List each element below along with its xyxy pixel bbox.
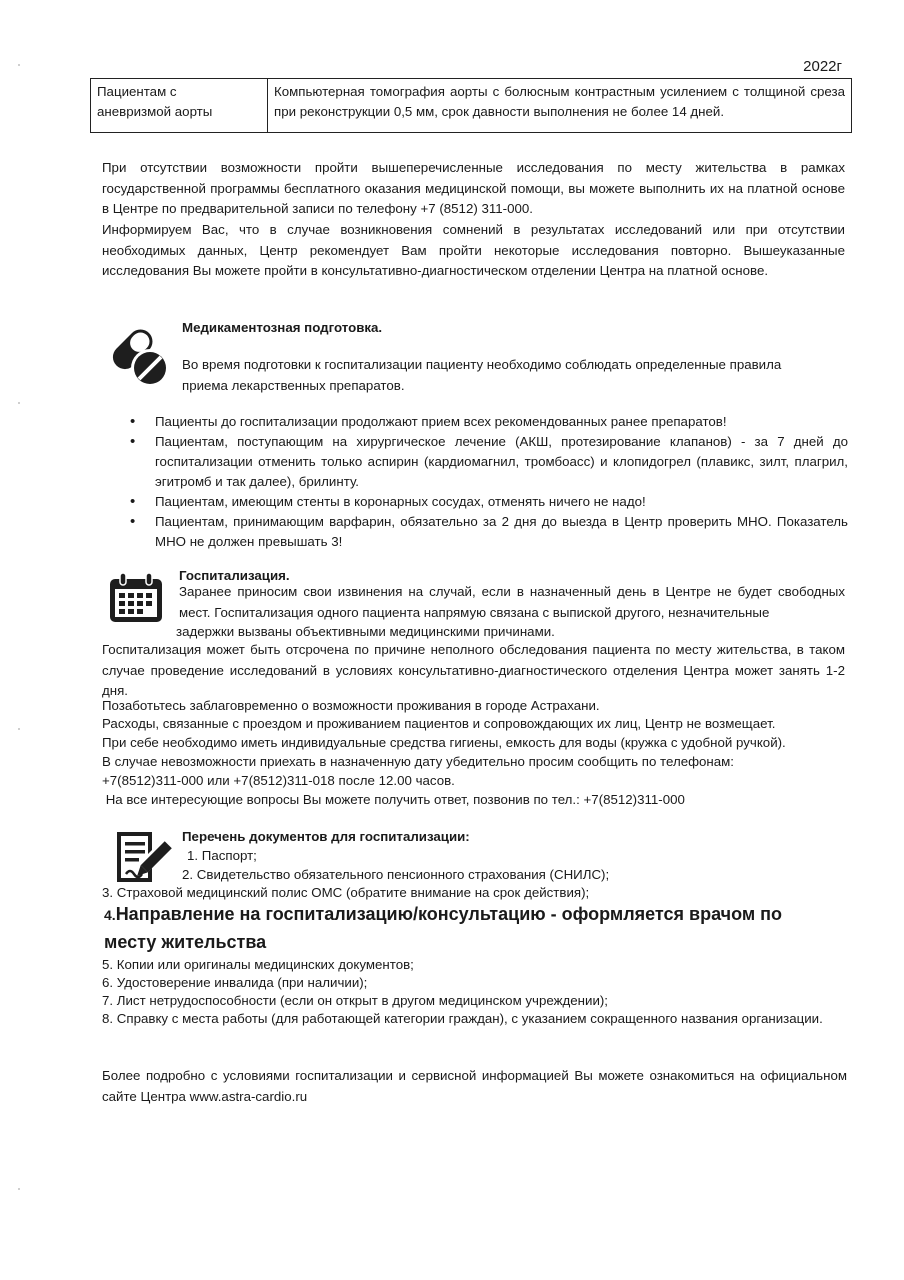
hosp-line: В случае невозможности приехать в назначенную дату убедительно просим сообщить по телефонам: bbox=[102, 754, 735, 769]
patient-group-line: аневризмой аорты bbox=[97, 104, 213, 119]
hosp-line: Расходы, связанные с проездом и проживанием пациентов и сопровождающих их лиц, Центр не возмещает. bbox=[102, 716, 776, 731]
pills-icon bbox=[106, 320, 170, 390]
patient-group-line: Пациентам с bbox=[97, 84, 177, 99]
calendar-icon bbox=[108, 572, 164, 624]
doc-item: 7. Лист нетрудоспособности (если он открыт в другом медицинском учреждении); bbox=[102, 993, 608, 1008]
hosp-apology-end: задержки вызваны объективными медицинскими причинами. bbox=[176, 624, 555, 639]
doc-item-referral-text: Направление на госпитализацию/консультацию - оформляется врачом по месту жительства bbox=[104, 904, 783, 952]
footer-note: Более подробно с условиями госпитализации и сервисной информацией Вы можете ознакомиться на официальном сайте Центра www.astra-cardio.ru bbox=[102, 1068, 847, 1104]
hosp-delay: Госпитализация может быть отсрочена по причине неполного обследования пациента по месту жительства, в таком случае проведение исследований в условиях консультативно-диагностического отделения Центра может занять 1-2 дня. bbox=[102, 642, 845, 698]
doc-item-referral bbox=[104, 901, 824, 956]
list-item: • Пациентам, поступающим на хирургическое лечение (АКШ, протезирование клапанов) - за 7 дней до госпитализации отменить только аспирин (кардиомагнил, тромбоасс) и клопидогрел (плавикс, зилт, плагрил, эгитромб и так далее), брилинту. bbox=[130, 432, 848, 492]
list-item: • Пациентам, имеющим стенты в коронарных сосудах, отменять ничего не надо! bbox=[130, 492, 848, 512]
scan-speck bbox=[18, 1188, 20, 1190]
para-paid-option: При отсутствии возможности пройти вышеперечисленные исследования по месту жительства в рамках государственной программы бесплатного оказания медицинской помощи, вы можете выполнить их на платной основе в Центре по предварительной записи по телефону +7 (8512) 311-000. bbox=[102, 160, 845, 216]
doc-item: 2. Свидетельство обязательного пенсионного страхования (СНИЛС); bbox=[182, 867, 610, 882]
hosp-line: Позаботьтесь заблаговременно о возможности проживания в городе Астрахани. bbox=[102, 698, 600, 713]
list-item: • Пациентам, принимающим варфарин, обязательно за 2 дня до выезда в Центр проверить МНО. Показатель МНО не должен превышать 3! bbox=[130, 512, 848, 552]
table-row bbox=[91, 79, 852, 133]
scan-speck bbox=[18, 402, 20, 404]
year: 2022г bbox=[803, 58, 842, 75]
med-intro: Во время подготовки к госпитализации пациенту необходимо соблюдать определенные правила приема лекарственных препаратов. bbox=[182, 357, 782, 393]
list-item: • Пациенты до госпитализации продолжают прием всех рекомендованных ранее препаратов! bbox=[130, 412, 848, 432]
hosp-phones: +7(8512)311-000 или +7(8512)311-018 после 12.00 часов. bbox=[102, 773, 455, 788]
hosp-contact: На все интересующие вопросы Вы можете получить ответ, позвонив по тел.: +7(8512)311-000 bbox=[102, 792, 685, 807]
scan-speck bbox=[18, 728, 20, 730]
med-title: Медикаментозная подготовка. bbox=[182, 320, 383, 335]
doc-item-number: 4. bbox=[104, 907, 116, 923]
doc-item: 6. Удостоверение инвалида (при наличии); bbox=[102, 975, 368, 990]
hosp-title: Госпитализация. bbox=[179, 568, 290, 583]
requirements-table bbox=[90, 78, 852, 133]
doc-item: 8. Справку с места работы (для работающей категории граждан), с указанием сокращенного названия организации. bbox=[102, 1011, 823, 1026]
doc-item: 1. Паспорт; bbox=[187, 848, 257, 863]
exam-cell: Компьютерная томография аорты с болюсным контрастным усилением с толщиной среза при реконструкции 0,5 мм, срок давности выполнения не более 14 дней. bbox=[268, 79, 852, 133]
docs-title: Перечень документов для госпитализации: bbox=[182, 829, 470, 844]
doc-item: 3. Страховой медицинский полис ОМС (обратите внимание на срок действия); bbox=[102, 885, 590, 900]
para-repeat-exams: Информируем Вас, что в случае возникновения сомнений в результатах исследований или при отсутствии необходимых данных, Центр рекомендует Вам пройти некоторые исследования повторно. Вышеуказанные исследования Вы можете пройти в консультативно-диагностическом отделении Центра на платной основе. bbox=[102, 222, 845, 278]
med-rules-list bbox=[130, 412, 848, 552]
patient-group-cell bbox=[91, 79, 268, 133]
document-pen-icon bbox=[112, 828, 172, 888]
hosp-apology: Заранее приносим свои извинения на случай, если в назначенный день в Центре не будет свободных мест. Госпитализация одного пациента напрямую связана с выпиской другого, незначительные bbox=[179, 584, 845, 620]
scan-speck bbox=[18, 64, 20, 66]
hosp-line: При себе необходимо иметь индивидуальные средства гигиены, емкость для воды (кружка с удобной ручкой). bbox=[102, 735, 786, 750]
doc-item: 5. Копии или оригиналы медицинских документов; bbox=[102, 957, 414, 972]
